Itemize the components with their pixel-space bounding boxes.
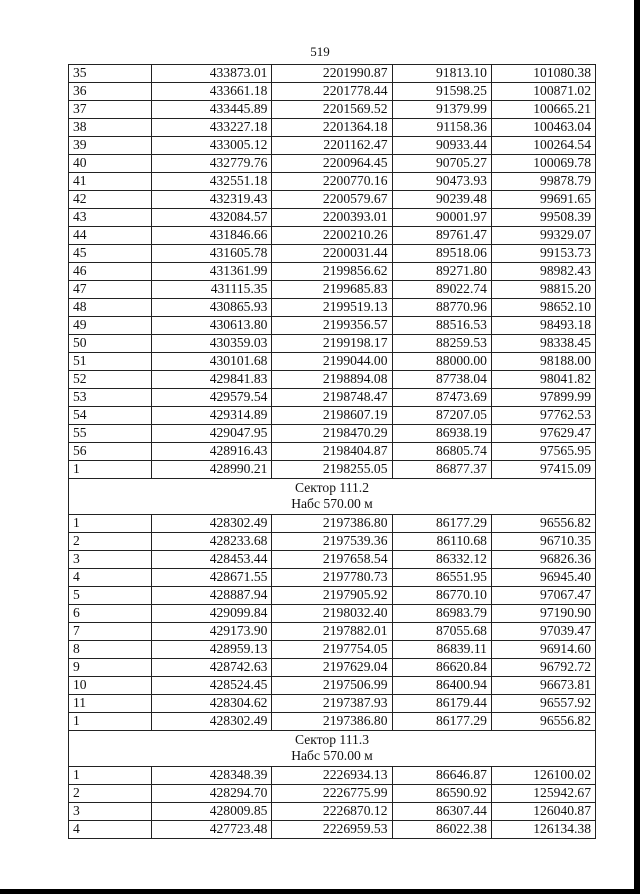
coord-a: 88000.00 <box>392 353 491 371</box>
table-row <box>69 695 596 713</box>
sector-111-2-rows <box>69 515 596 731</box>
coord-a: 91158.36 <box>392 119 491 137</box>
coord-b: 97565.95 <box>491 443 595 461</box>
coord-y: 2199044.00 <box>272 353 392 371</box>
coord-x: 432779.76 <box>152 155 272 173</box>
point-number: 36 <box>69 83 152 101</box>
table-row <box>69 83 596 101</box>
coord-y: 2197506.99 <box>272 677 392 695</box>
coord-x: 428524.45 <box>152 677 272 695</box>
coord-x: 431361.99 <box>152 263 272 281</box>
coord-a: 86770.10 <box>392 587 491 605</box>
point-number: 44 <box>69 227 152 245</box>
point-number: 45 <box>69 245 152 263</box>
point-number: 1 <box>69 767 152 785</box>
coord-y: 2197539.36 <box>272 533 392 551</box>
point-number: 3 <box>69 803 152 821</box>
coord-b: 96792.72 <box>491 659 595 677</box>
coord-y: 2201990.87 <box>272 65 392 83</box>
coord-b: 98338.45 <box>491 335 595 353</box>
point-number: 52 <box>69 371 152 389</box>
coord-a: 88516.53 <box>392 317 491 335</box>
coord-y: 2199198.17 <box>272 335 392 353</box>
coord-x: 433227.18 <box>152 119 272 137</box>
coord-a: 87473.69 <box>392 389 491 407</box>
coord-x: 429099.84 <box>152 605 272 623</box>
coord-y: 2198404.87 <box>272 443 392 461</box>
coord-y: 2201364.18 <box>272 119 392 137</box>
point-number: 55 <box>69 425 152 443</box>
table-row <box>69 605 596 623</box>
coord-x: 430865.93 <box>152 299 272 317</box>
coord-b: 96945.40 <box>491 569 595 587</box>
coord-a: 90705.27 <box>392 155 491 173</box>
coord-b: 100665.21 <box>491 101 595 119</box>
coord-y: 2197905.92 <box>272 587 392 605</box>
coord-x: 431846.66 <box>152 227 272 245</box>
table-row <box>69 371 596 389</box>
table-row <box>69 353 596 371</box>
coord-y: 2197882.01 <box>272 623 392 641</box>
coord-a: 86646.87 <box>392 767 491 785</box>
coord-a: 87738.04 <box>392 371 491 389</box>
coord-x: 429579.54 <box>152 389 272 407</box>
coord-x: 433661.18 <box>152 83 272 101</box>
coord-y: 2201569.52 <box>272 101 392 119</box>
point-number: 6 <box>69 605 152 623</box>
table-row <box>69 263 596 281</box>
coord-b: 96556.82 <box>491 713 595 731</box>
coord-b: 96673.81 <box>491 677 595 695</box>
coord-y: 2198894.08 <box>272 371 392 389</box>
coord-y: 2199519.13 <box>272 299 392 317</box>
coord-x: 432551.18 <box>152 173 272 191</box>
coord-x: 429314.89 <box>152 407 272 425</box>
coord-x: 433873.01 <box>152 65 272 83</box>
coord-y: 2199856.62 <box>272 263 392 281</box>
sector-111-2-header <box>69 479 596 515</box>
coord-b: 99329.07 <box>491 227 595 245</box>
coord-x: 428887.94 <box>152 587 272 605</box>
coord-b: 99878.79 <box>491 173 595 191</box>
coord-y: 2197386.80 <box>272 713 392 731</box>
point-number: 51 <box>69 353 152 371</box>
coord-a: 86590.92 <box>392 785 491 803</box>
sector-subtitle: Набс 570.00 м <box>291 748 373 763</box>
coord-a: 86307.44 <box>392 803 491 821</box>
coord-b: 99691.65 <box>491 191 595 209</box>
point-number: 5 <box>69 587 152 605</box>
coord-x: 428453.44 <box>152 551 272 569</box>
table-row <box>69 713 596 731</box>
coord-a: 87207.05 <box>392 407 491 425</box>
coord-y: 2197658.54 <box>272 551 392 569</box>
coord-x: 429047.95 <box>152 425 272 443</box>
coord-a: 86022.38 <box>392 821 491 839</box>
coord-x: 428348.39 <box>152 767 272 785</box>
coord-y: 2198607.19 <box>272 407 392 425</box>
table-row <box>69 173 596 191</box>
coord-a: 90239.48 <box>392 191 491 209</box>
coord-y: 2197387.93 <box>272 695 392 713</box>
coord-a: 86877.37 <box>392 461 491 479</box>
coord-b: 100871.02 <box>491 83 595 101</box>
coord-y: 2199685.83 <box>272 281 392 299</box>
sector-subtitle: Набс 570.00 м <box>291 496 373 511</box>
coord-a: 86805.74 <box>392 443 491 461</box>
table-row <box>69 515 596 533</box>
coord-y: 2200964.45 <box>272 155 392 173</box>
coord-a: 86177.29 <box>392 515 491 533</box>
coord-b: 100069.78 <box>491 155 595 173</box>
coord-b: 98188.00 <box>491 353 595 371</box>
coord-b: 98041.82 <box>491 371 595 389</box>
coord-x: 428302.49 <box>152 515 272 533</box>
table-row <box>69 137 596 155</box>
table-row <box>69 785 596 803</box>
coord-x: 428302.49 <box>152 713 272 731</box>
point-number: 8 <box>69 641 152 659</box>
point-number: 1 <box>69 515 152 533</box>
coord-y: 2198255.05 <box>272 461 392 479</box>
coord-b: 100463.04 <box>491 119 595 137</box>
table-row <box>69 407 596 425</box>
coord-b: 101080.38 <box>491 65 595 83</box>
coord-a: 91379.99 <box>392 101 491 119</box>
coord-y: 2226775.99 <box>272 785 392 803</box>
coord-b: 126100.02 <box>491 767 595 785</box>
coord-a: 86179.44 <box>392 695 491 713</box>
coord-a: 91813.10 <box>392 65 491 83</box>
coord-b: 98815.20 <box>491 281 595 299</box>
coord-x: 428294.70 <box>152 785 272 803</box>
coord-y: 2226959.53 <box>272 821 392 839</box>
point-number: 43 <box>69 209 152 227</box>
coord-a: 86983.79 <box>392 605 491 623</box>
point-number: 7 <box>69 623 152 641</box>
point-number: 41 <box>69 173 152 191</box>
coord-b: 100264.54 <box>491 137 595 155</box>
coord-y: 2226870.12 <box>272 803 392 821</box>
table-row <box>69 533 596 551</box>
table-row <box>69 461 596 479</box>
point-number: 47 <box>69 281 152 299</box>
coord-y: 2198748.47 <box>272 389 392 407</box>
coord-y: 2198032.40 <box>272 605 392 623</box>
sector-title: Сектор 111.3 <box>294 732 370 747</box>
coord-y: 2199356.57 <box>272 317 392 335</box>
coord-a: 86938.19 <box>392 425 491 443</box>
coord-b: 97762.53 <box>491 407 595 425</box>
coord-y: 2200393.01 <box>272 209 392 227</box>
coord-x: 428233.68 <box>152 533 272 551</box>
coord-y: 2197780.73 <box>272 569 392 587</box>
point-number: 10 <box>69 677 152 695</box>
table-row <box>69 443 596 461</box>
table-row <box>69 281 596 299</box>
coord-x: 428990.21 <box>152 461 272 479</box>
coord-y: 2226934.13 <box>272 767 392 785</box>
table-row <box>69 119 596 137</box>
coord-a: 86177.29 <box>392 713 491 731</box>
table-row <box>69 191 596 209</box>
point-number: 37 <box>69 101 152 119</box>
coord-b: 97067.47 <box>491 587 595 605</box>
coord-y: 2197754.05 <box>272 641 392 659</box>
table-row <box>69 65 596 83</box>
coord-b: 97039.47 <box>491 623 595 641</box>
coord-x: 433445.89 <box>152 101 272 119</box>
coord-a: 90473.93 <box>392 173 491 191</box>
sector-111-3-rows <box>69 767 596 839</box>
coord-a: 89518.06 <box>392 245 491 263</box>
page-number: 519 <box>310 44 330 59</box>
coord-b: 98652.10 <box>491 299 595 317</box>
table-row <box>69 299 596 317</box>
table-row <box>69 335 596 353</box>
coord-a: 88770.96 <box>392 299 491 317</box>
point-number: 40 <box>69 155 152 173</box>
coord-x: 432319.43 <box>152 191 272 209</box>
point-number: 2 <box>69 533 152 551</box>
coord-x: 428304.62 <box>152 695 272 713</box>
coord-a: 86551.95 <box>392 569 491 587</box>
coord-b: 96557.92 <box>491 695 595 713</box>
table-row <box>69 641 596 659</box>
table-row <box>69 245 596 263</box>
coord-x: 430359.03 <box>152 335 272 353</box>
table-row <box>69 767 596 785</box>
coord-a: 86110.68 <box>392 533 491 551</box>
point-number: 38 <box>69 119 152 137</box>
coord-y: 2200031.44 <box>272 245 392 263</box>
point-number: 2 <box>69 785 152 803</box>
point-number: 49 <box>69 317 152 335</box>
coord-x: 427723.48 <box>152 821 272 839</box>
point-number: 46 <box>69 263 152 281</box>
table-row <box>69 803 596 821</box>
coord-a: 90933.44 <box>392 137 491 155</box>
sector-header-cell <box>69 479 596 515</box>
point-number: 39 <box>69 137 152 155</box>
coord-a: 86400.94 <box>392 677 491 695</box>
coord-b: 96556.82 <box>491 515 595 533</box>
table-row <box>69 101 596 119</box>
sector-title: Сектор 111.2 <box>294 480 370 495</box>
coord-y: 2198470.29 <box>272 425 392 443</box>
coord-x: 430613.80 <box>152 317 272 335</box>
point-number: 48 <box>69 299 152 317</box>
table-row <box>69 551 596 569</box>
coord-b: 97190.90 <box>491 605 595 623</box>
coord-b: 96914.60 <box>491 641 595 659</box>
coord-x: 428671.55 <box>152 569 272 587</box>
table-row <box>69 425 596 443</box>
point-number: 1 <box>69 461 152 479</box>
table-row <box>69 155 596 173</box>
coord-a: 90001.97 <box>392 209 491 227</box>
point-number: 1 <box>69 713 152 731</box>
coord-b: 97629.47 <box>491 425 595 443</box>
table-row <box>69 677 596 695</box>
point-number: 53 <box>69 389 152 407</box>
coord-a: 86620.84 <box>392 659 491 677</box>
coord-x: 430101.68 <box>152 353 272 371</box>
coord-x: 432084.57 <box>152 209 272 227</box>
coord-a: 91598.25 <box>392 83 491 101</box>
scan-edge-right <box>634 0 640 894</box>
table-row <box>69 317 596 335</box>
coord-y: 2201778.44 <box>272 83 392 101</box>
coord-x: 429841.83 <box>152 371 272 389</box>
sector-111-3-header <box>69 731 596 767</box>
coord-b: 126040.87 <box>491 803 595 821</box>
coord-y: 2200770.16 <box>272 173 392 191</box>
coord-b: 97899.99 <box>491 389 595 407</box>
coord-b: 98493.18 <box>491 317 595 335</box>
scan-edge-bottom <box>0 889 640 894</box>
coord-x: 433005.12 <box>152 137 272 155</box>
point-number: 56 <box>69 443 152 461</box>
point-number: 3 <box>69 551 152 569</box>
point-number: 4 <box>69 569 152 587</box>
point-number: 9 <box>69 659 152 677</box>
coord-b: 126134.38 <box>491 821 595 839</box>
coord-y: 2200210.26 <box>272 227 392 245</box>
coordinates-table <box>68 64 596 839</box>
coord-b: 97415.09 <box>491 461 595 479</box>
coord-x: 428959.13 <box>152 641 272 659</box>
coord-b: 125942.67 <box>491 785 595 803</box>
coord-a: 89761.47 <box>392 227 491 245</box>
coord-y: 2200579.67 <box>272 191 392 209</box>
coord-x: 431115.35 <box>152 281 272 299</box>
point-number: 35 <box>69 65 152 83</box>
point-number: 11 <box>69 695 152 713</box>
coord-a: 86839.11 <box>392 641 491 659</box>
coord-x: 428742.63 <box>152 659 272 677</box>
table-row <box>69 587 596 605</box>
table-row <box>69 623 596 641</box>
coord-a: 86332.12 <box>392 551 491 569</box>
table-row <box>69 659 596 677</box>
coord-b: 96826.36 <box>491 551 595 569</box>
table-row <box>69 569 596 587</box>
coord-y: 2197629.04 <box>272 659 392 677</box>
coord-b: 98982.43 <box>491 263 595 281</box>
point-number: 50 <box>69 335 152 353</box>
sector-111-1-rows <box>69 65 596 479</box>
coord-y: 2201162.47 <box>272 137 392 155</box>
coord-x: 428916.43 <box>152 443 272 461</box>
coord-a: 87055.68 <box>392 623 491 641</box>
coord-x: 429173.90 <box>152 623 272 641</box>
point-number: 54 <box>69 407 152 425</box>
table-row <box>69 389 596 407</box>
sector-header-cell <box>69 731 596 767</box>
table-row <box>69 227 596 245</box>
coord-x: 428009.85 <box>152 803 272 821</box>
coord-a: 89022.74 <box>392 281 491 299</box>
coord-b: 96710.35 <box>491 533 595 551</box>
table-row <box>69 821 596 839</box>
coord-b: 99153.73 <box>491 245 595 263</box>
coord-a: 89271.80 <box>392 263 491 281</box>
coord-y: 2197386.80 <box>272 515 392 533</box>
coord-x: 431605.78 <box>152 245 272 263</box>
point-number: 4 <box>69 821 152 839</box>
point-number: 42 <box>69 191 152 209</box>
table-row <box>69 209 596 227</box>
coord-a: 88259.53 <box>392 335 491 353</box>
coord-b: 99508.39 <box>491 209 595 227</box>
